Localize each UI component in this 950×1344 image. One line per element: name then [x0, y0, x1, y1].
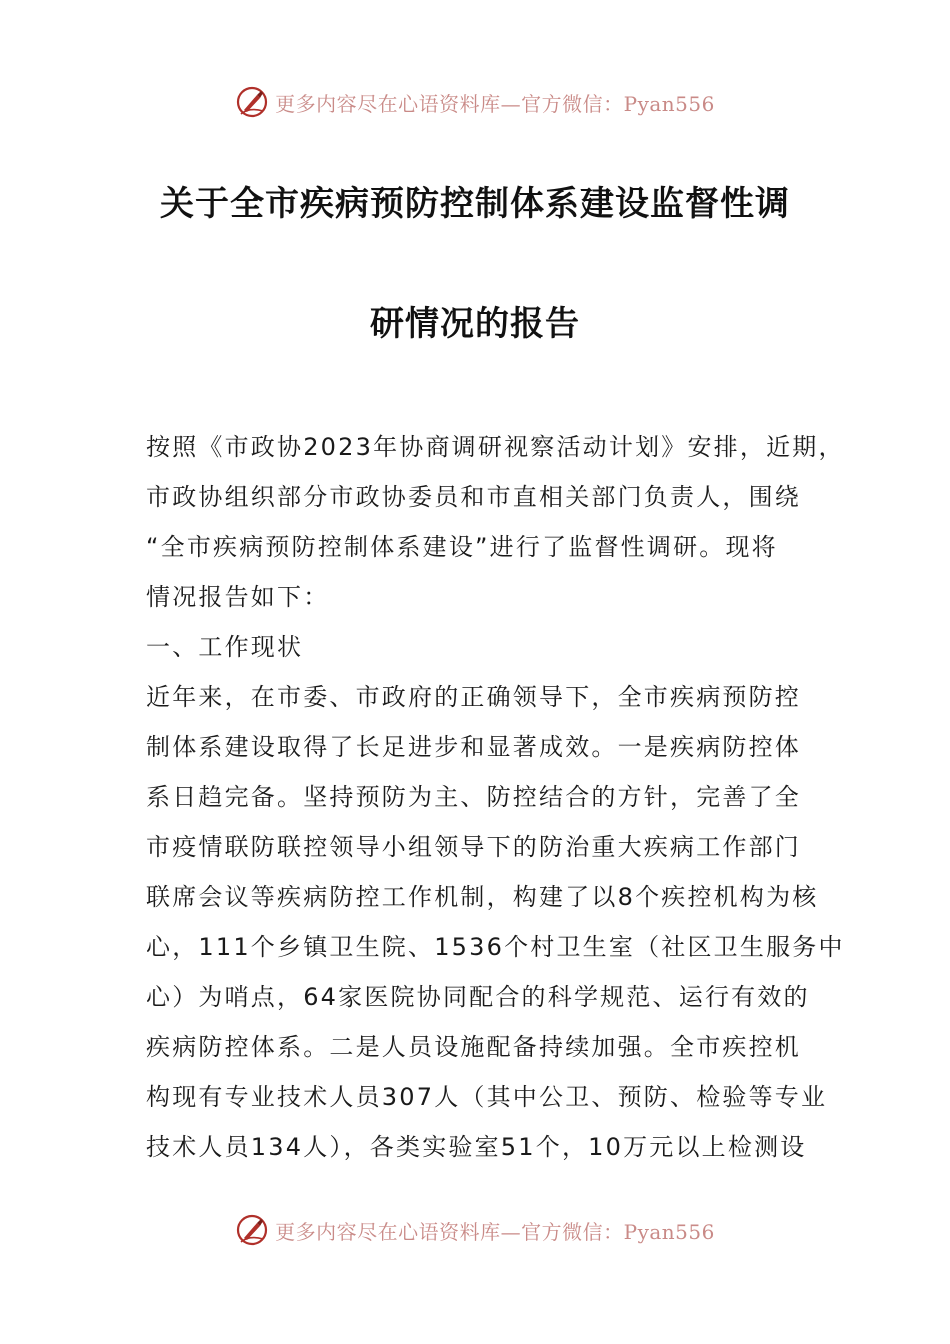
body-line: 市疫情联防联控领导小组领导下的防治重大疾病工作部门 [146, 833, 801, 861]
body-line: “全市疾病预防控制体系建设”进行了监督性调研。现将 [146, 533, 778, 561]
pen-logo-icon [235, 85, 269, 119]
body-line: 制体系建设取得了长足进步和显著成效。一是疾病防控体 [146, 733, 801, 761]
document-title-line-1: 关于全市疾病预防控制体系建设监督性调 [160, 184, 790, 224]
footer-banner-text: 更多内容尽在心语资料库—官方微信：Pyan556 [275, 1219, 715, 1244]
body-line: 近年来，在市委、市政府的正确领导下，全市疾病预防控 [146, 683, 801, 711]
body-line: 构现有专业技术人员307人（其中公卫、预防、检验等专业 [146, 1083, 828, 1111]
body-line: 系日趋完备。坚持预防为主、防控结合的方针，完善了全 [146, 783, 801, 811]
body-line: 技术人员134人），各类实验室51个，10万元以上检测设 [146, 1133, 807, 1161]
body-line: 情况报告如下： [146, 583, 330, 611]
body-text [146, 426, 845, 1176]
body-line: 心，111个乡镇卫生院、1536个村卫生室（社区卫生服务中 [146, 933, 845, 961]
pen-logo-icon [235, 1213, 269, 1247]
footer-banner [0, 1210, 950, 1250]
section-heading: 一、工作现状 [146, 633, 304, 661]
body-line: 市政协组织部分市政协委员和市直相关部门负责人，围绕 [146, 483, 801, 511]
body-line: 联席会议等疾病防控工作机制，构建了以8个疾控机构为核 [146, 883, 819, 911]
header-banner [0, 82, 950, 122]
body-line: 按照《市政协2023年协商调研视察活动计划》安排，近期， [146, 433, 845, 461]
body-line: 疾病防控体系。二是人员设施配备持续加强。全市疾控机 [146, 1033, 801, 1061]
body-line: 心）为哨点，64家医院协同配合的科学规范、运行有效的 [146, 983, 810, 1011]
document-title-line-2: 研情况的报告 [370, 304, 580, 344]
header-banner-text: 更多内容尽在心语资料库—官方微信：Pyan556 [275, 91, 715, 116]
